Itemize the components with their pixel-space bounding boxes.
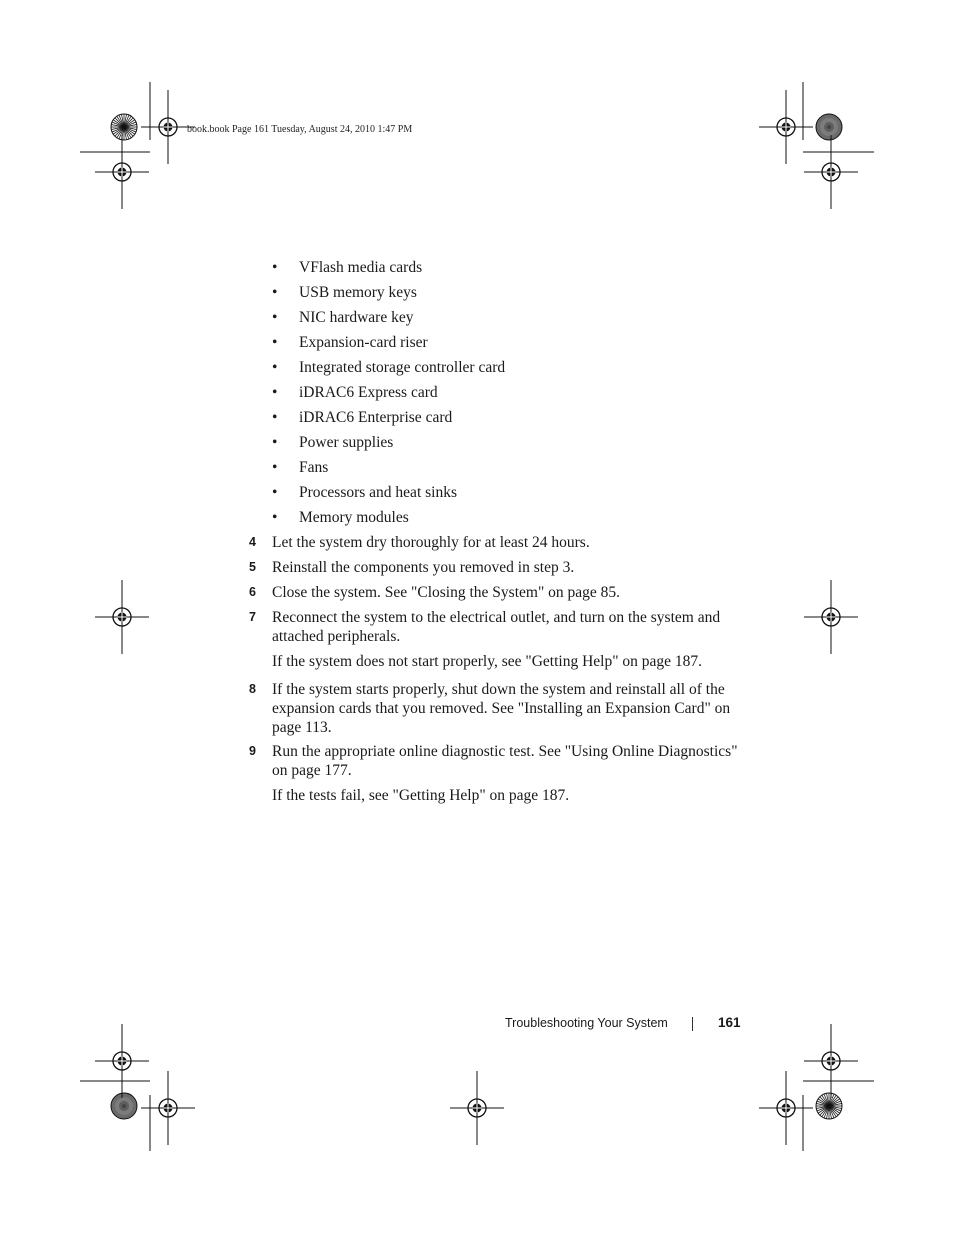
list-item: • USB memory keys	[272, 284, 417, 301]
step-8	[249, 680, 741, 737]
bullet-icon: •	[272, 309, 278, 326]
list-item: • Integrated storage controller card	[272, 359, 506, 376]
footer-section-title: Troubleshooting Your System	[505, 1016, 668, 1030]
bullet-icon: •	[272, 434, 278, 451]
step-7-note: If the system does not start properly, see "Getting Help" on page 187.	[272, 653, 703, 670]
component-list	[272, 258, 505, 533]
bullet-icon: •	[272, 459, 278, 476]
step-number: 4	[249, 535, 256, 549]
list-item: • Processors and heat sinks	[272, 484, 457, 501]
step-number: 5	[249, 560, 256, 574]
step-number: 7	[249, 610, 256, 624]
step-number: 8	[249, 682, 256, 696]
list-item: • Power supplies	[272, 434, 394, 451]
step-text: Run the appropriate online diagnostic test. See "Using Online Diagnostics" on page 177.	[272, 743, 738, 779]
print-header: book.book Page 161 Tuesday, August 24, 2010 1:47 PM	[187, 124, 413, 135]
list-item: • Memory modules	[272, 509, 409, 526]
bullet-icon: •	[272, 334, 278, 351]
list-item: • VFlash media cards	[272, 259, 423, 276]
bullet-icon: •	[272, 409, 278, 426]
page-number: 161	[718, 1015, 741, 1030]
step-4	[249, 533, 741, 552]
list-item: • Fans	[272, 459, 329, 476]
step-5	[249, 558, 741, 577]
bullet-icon: •	[272, 484, 278, 501]
step-9-note: If the tests fail, see "Getting Help" on page 187.	[272, 787, 570, 804]
footer-divider	[692, 1017, 693, 1031]
step-text: If the system starts properly, shut down the system and reinstall all of the expansion cards that you removed. See "Installing an Expansion Card" on page 113.	[272, 681, 731, 736]
list-item: • iDRAC6 Enterprise card	[272, 409, 453, 426]
step-text: Close the system. See "Closing the System" on page 85.	[272, 584, 621, 601]
step-number: 9	[249, 744, 256, 758]
list-item: • Expansion-card riser	[272, 334, 428, 351]
step-text: Reinstall the components you removed in step 3.	[272, 559, 575, 576]
step-text: Reconnect the system to the electrical outlet, and turn on the system and attached peripherals.	[272, 609, 721, 645]
step-9	[249, 742, 741, 780]
bullet-icon: •	[272, 359, 278, 376]
step-text: Let the system dry thoroughly for at least 24 hours.	[272, 534, 590, 551]
step-7	[249, 608, 741, 646]
list-item: • iDRAC6 Express card	[272, 384, 438, 401]
list-item: • NIC hardware key	[272, 309, 414, 326]
bullet-icon: •	[272, 509, 278, 526]
bullet-icon: •	[272, 284, 278, 301]
bullet-icon: •	[272, 384, 278, 401]
step-number: 6	[249, 585, 256, 599]
bullet-icon: •	[272, 259, 278, 276]
step-6	[249, 583, 741, 602]
